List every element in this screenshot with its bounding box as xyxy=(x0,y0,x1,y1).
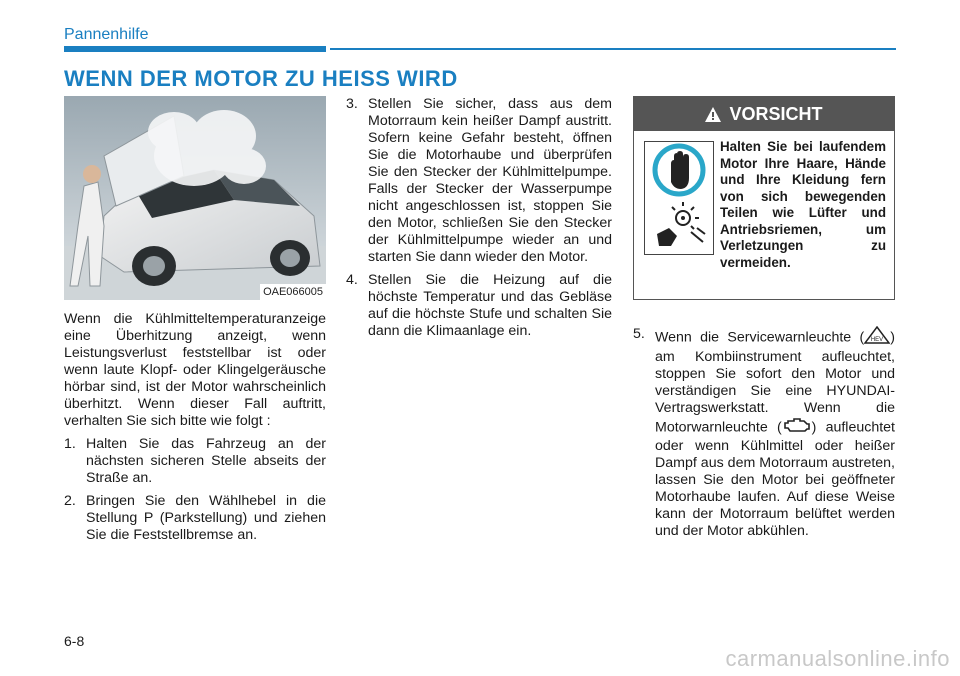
list-item xyxy=(346,272,612,340)
figure-caption: OAE066005 xyxy=(260,284,326,300)
list-item xyxy=(633,326,895,540)
text-column-2 xyxy=(346,96,612,346)
list-item xyxy=(64,493,326,544)
step-number: 4. xyxy=(346,272,358,288)
engine-warning-icon xyxy=(782,417,812,438)
step-text: Stellen Sie die Heizung auf die höchste Temperatur und das Gebläse auf die höchste Stufe und schalten Sie dann die Klimaanlage ein. xyxy=(368,272,612,339)
step-number: 1. xyxy=(64,436,76,452)
caution-pictograms xyxy=(644,141,714,255)
caution-text: Halten Sie bei laufendem Motor Ihre Haare, Hände und Ihre Kleidung fern von sich bewegenden Teilen wie Lüfter und Antriebsriemen, um Verletzungen zu vermeiden. xyxy=(720,139,886,270)
step-text-part-3: ) aufleuchtet oder wenn Kühlmittel oder heißer Dampf aus dem Motorraum austreten, lassen Sie den Motor bei geöffneter Motorhaube laufen. Auf diese Weise kann der Motorraum belüftet werden und der Motor abkühlen. xyxy=(655,419,895,539)
step-text-part-1: Wenn die Servicewarnleuchte ( xyxy=(655,329,865,346)
caution-header xyxy=(634,97,894,131)
step-number: 3. xyxy=(346,96,358,112)
fan-hazard-icon xyxy=(657,202,705,246)
caution-box xyxy=(633,96,895,300)
intro-paragraph: Wenn die Kühlmitteltemperaturanzeige eine Überhitzung anzeigt, wenn Leistungsverlust feststellbar ist oder wenn laute Klopf- oder Klingelgeräusche hörbar sind, ist der Motor wahrscheinlich überhitzt. Wenn dieser Fall auftritt, verhalten Sie sich bitte wie folgt : xyxy=(64,311,326,429)
warning-triangle-icon xyxy=(705,107,721,122)
list-item xyxy=(346,96,612,266)
step-text: Stellen Sie sicher, dass aus dem Motorraum kein heißer Dampf austritt. Sofern keine Gefahr besteht, öffnen Sie die Motorhaube und überprüfen Sie den Stecker der Kühlmittelpumpe. Falls der Stecker der Wasserpumpe nicht angeschlossen ist, stoppen Sie den Motor, schließen Sie den Stecker der Kühlmittelpumpe wieder an und starten Sie dann wieder den Motor. xyxy=(368,96,612,265)
service-warning-icon xyxy=(864,326,890,349)
header-bar-thin xyxy=(330,48,896,50)
step-text-part-2: ) am Kombiinstrument aufleuchtet, stoppen Sie sofort den Motor und verständigen Sie eine HYUNDAI-Vertragswerkstatt. Wenn die Motorwarnleuchte ( xyxy=(655,329,895,436)
page-title: WENN DER MOTOR ZU HEISS WIRD xyxy=(64,66,458,91)
list-item xyxy=(64,436,326,487)
text-column-3 xyxy=(633,326,895,546)
step-text: Halten Sie das Fahrzeug an der nächsten sicheren Stelle abseits der Straße an. xyxy=(86,436,326,486)
engine-overheat-photo xyxy=(64,96,326,300)
text-column-1 xyxy=(64,311,326,550)
step-text: Bringen Sie den Wählhebel in die Stellung P (Parkstellung) und ziehen Sie die Feststellbremse an. xyxy=(86,493,326,543)
service-icon-label: HEV xyxy=(871,337,884,343)
stop-hand-icon xyxy=(655,146,703,194)
header-bar-thick xyxy=(64,46,326,52)
caution-title: VORSICHT xyxy=(729,103,823,124)
page-number: 6-8 xyxy=(64,633,85,649)
step-number: 5. xyxy=(633,326,645,342)
step-number: 2. xyxy=(64,493,76,509)
car-steam-illustration xyxy=(64,96,326,300)
section-label: Pannenhilfe xyxy=(64,26,149,43)
watermark: carmanualsonline.info xyxy=(725,646,950,671)
